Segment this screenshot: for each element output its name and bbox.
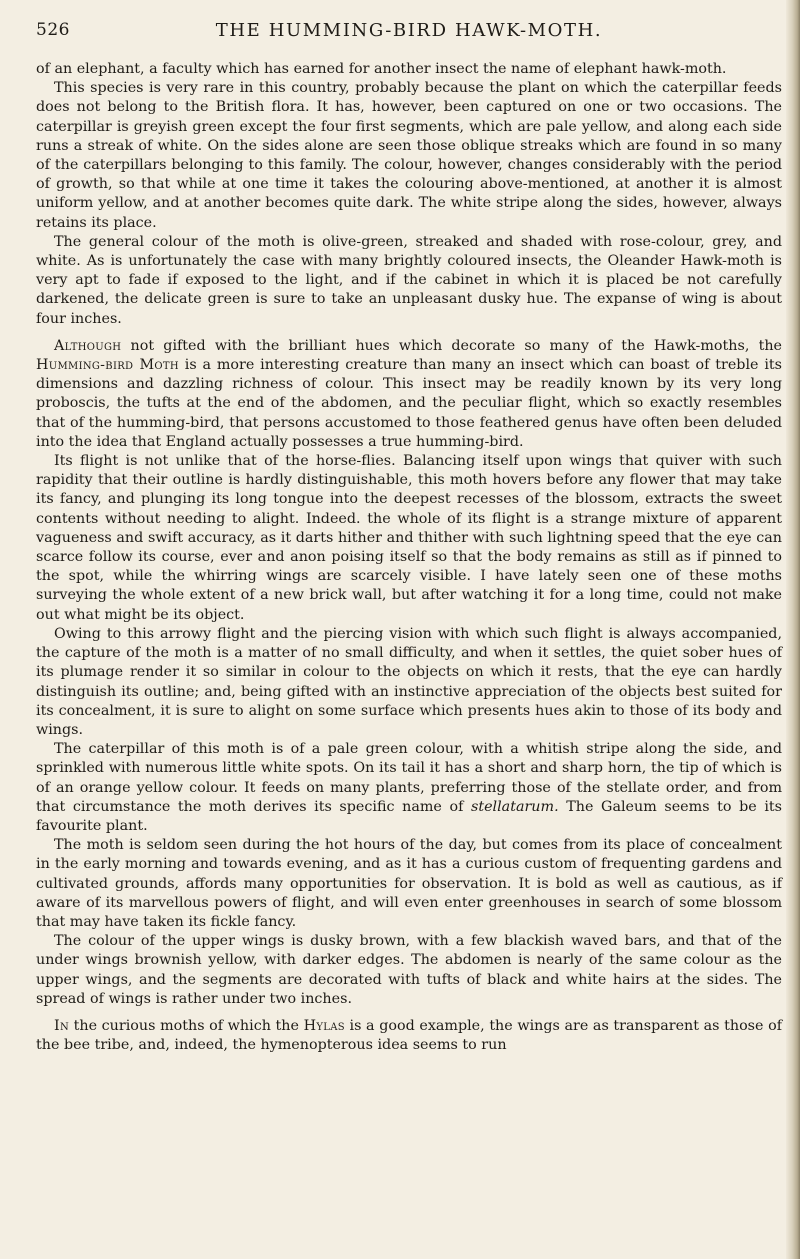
paragraph-text: not gifted with the brilliant hues which decorate so many of the Hawk-moths, the: [121, 337, 782, 354]
running-title: THE HUMMING-BIRD HAWK-MOTH.: [215, 20, 603, 41]
paragraph: [36, 932, 782, 1009]
paragraph-text: The moth is seldom seen during the hot hours of the day, but comes from its place of concealment in the early morning and towards evening, and as it has a curious custom of frequenting gardens and cultivated grounds, affords many opportunities for observation. It is bold as well as cautious, as if aware of its marvellous powers of flight, and will even enter greenhouses in search of some blossom that may have taken its fickle fancy.: [36, 837, 782, 930]
section-paragraph: [36, 1017, 782, 1055]
paragraph: [36, 836, 782, 932]
paragraph-text: of an elephant, a faculty which has earned for another insect the name of elephant hawk-moth.: [36, 61, 727, 77]
paragraph-text: The Galeum seems to be its favourite plant.: [36, 798, 782, 834]
paragraph: [36, 625, 782, 740]
specific-name: stellatarum.: [470, 798, 559, 815]
section-lead-word: In: [54, 1017, 69, 1034]
paragraph-text: This species is very rare in this country, probably because the plant on which the caterpillar feeds does not belong to the British flora. It has, however, been captured on one or two occasions. The caterpillar is greyish green except the four first segments, which are pale yellow, and along each side runs a streak of white. On the sides alone are seen those oblique streaks which are found in so many of the caterpillars belonging to this family. The colour, however, changes considerably with the period of growth, so that while at one time it takes the colouring above-mentioned, at another it is almost uniform yellow, and at another becomes quite dark. The white stripe along the sides, however, always retains its place.: [36, 80, 782, 231]
page-edge-shadow: [786, 0, 800, 1259]
paragraph-text: Owing to this arrowy flight and the piercing vision with which such flight is always accompanied, the capture of the moth is a matter of no small difficulty, and when it settles, the quiet sober hues of its plumage render it so similar in colour to the objects on which it rests, that the eye can hardly distinguish its outline; and, being gifted with an instinctive appreciation of the objects best suited for its concealment, it is sure to alight on some surface which presents hues akin to those of its body and wings.: [36, 625, 782, 738]
paragraph: [36, 233, 782, 329]
paragraph-text: The colour of the upper wings is dusky brown, with a few blackish waved bars, and that of the under wings brownish yellow, with darker edges. The abdomen is nearly of the same colour as the upper wings, and the segments are decorated with tufts of black and white hairs at the sides. The spread of wings is rather under two inches.: [36, 933, 782, 1007]
paragraph: [36, 79, 782, 233]
paragraph-text: Its flight is not unlike that of the horse-flies. Balancing itself upon wings that quiver with such rapidity that their outline is hardly distinguishable, this moth hovers before any flower that may take its fancy, and plunging its long tongue into the deepest recesses of the blossom, extracts the sweet contents without needing to alight. Indeed. the whole of its flight is a strange mixture of apparent vagueness and swift accuracy, as it darts hither and thither with such lightning speed that the eye can scarce follow its course, ever and anon poising itself so that the body remains as still as if pinned to the spot, while the whirring wings are scarcely visible. I have lately seen one of these moths surveying the whole extent of a new brick wall, but after watching it for a long time, could not make out what might be its object.: [36, 453, 782, 623]
section-paragraph: [36, 337, 782, 452]
paragraph-text: The general colour of the moth is olive-green, streaked and shaded with rose-colour, grey, and white. As is unfortunately the case with many brightly coloured insects, the Oleander Hawk-moth is very apt to fade if exposed to the light, and if the cabinet in which it is placed be not carefully darkened, the delicate green is sure to take an unpleasant dusky hue. The expanse of wing is about four inches.: [36, 233, 782, 327]
paragraph-text: The caterpillar of this moth is of a pale green colour, with a whitish stripe along the side, and sprinkled with numerous little white spots. On its tail it has a short and sharp horn, the tip of which is of an orange yellow colour. It feeds on many plants, preferring those of the stellate order, and from that circumstance the moth derives its specific name of: [36, 741, 782, 815]
page-number: 526: [36, 20, 70, 40]
section-lead-word: Although: [54, 337, 122, 354]
paragraph-text: the curious moths of which the: [69, 1017, 304, 1034]
paragraph: [36, 452, 782, 625]
body-text: [36, 60, 782, 1055]
page-header: [36, 20, 782, 44]
species-name: Hylas: [303, 1017, 345, 1034]
species-name: Humming-bird Moth: [36, 357, 179, 374]
paragraph-text: is a good example, the wings are as transparent as those of the bee tribe, and, indeed, the hymenopterous idea seems to run: [36, 1017, 782, 1054]
paragraph: [36, 740, 782, 836]
paragraph-text: is a more interesting creature than many an insect which can boast of treble its dimensions and dazzling richness of colour. This insect may be readily known by its very long proboscis, the tufts at the end of the abdomen, and the peculiar flight, which so exactly resembles that of the humming-bird, that persons accustomed to those feathered genus have often been deluded into the idea that England actually possesses a true humming-bird.: [36, 357, 782, 450]
paragraph: [36, 60, 782, 79]
